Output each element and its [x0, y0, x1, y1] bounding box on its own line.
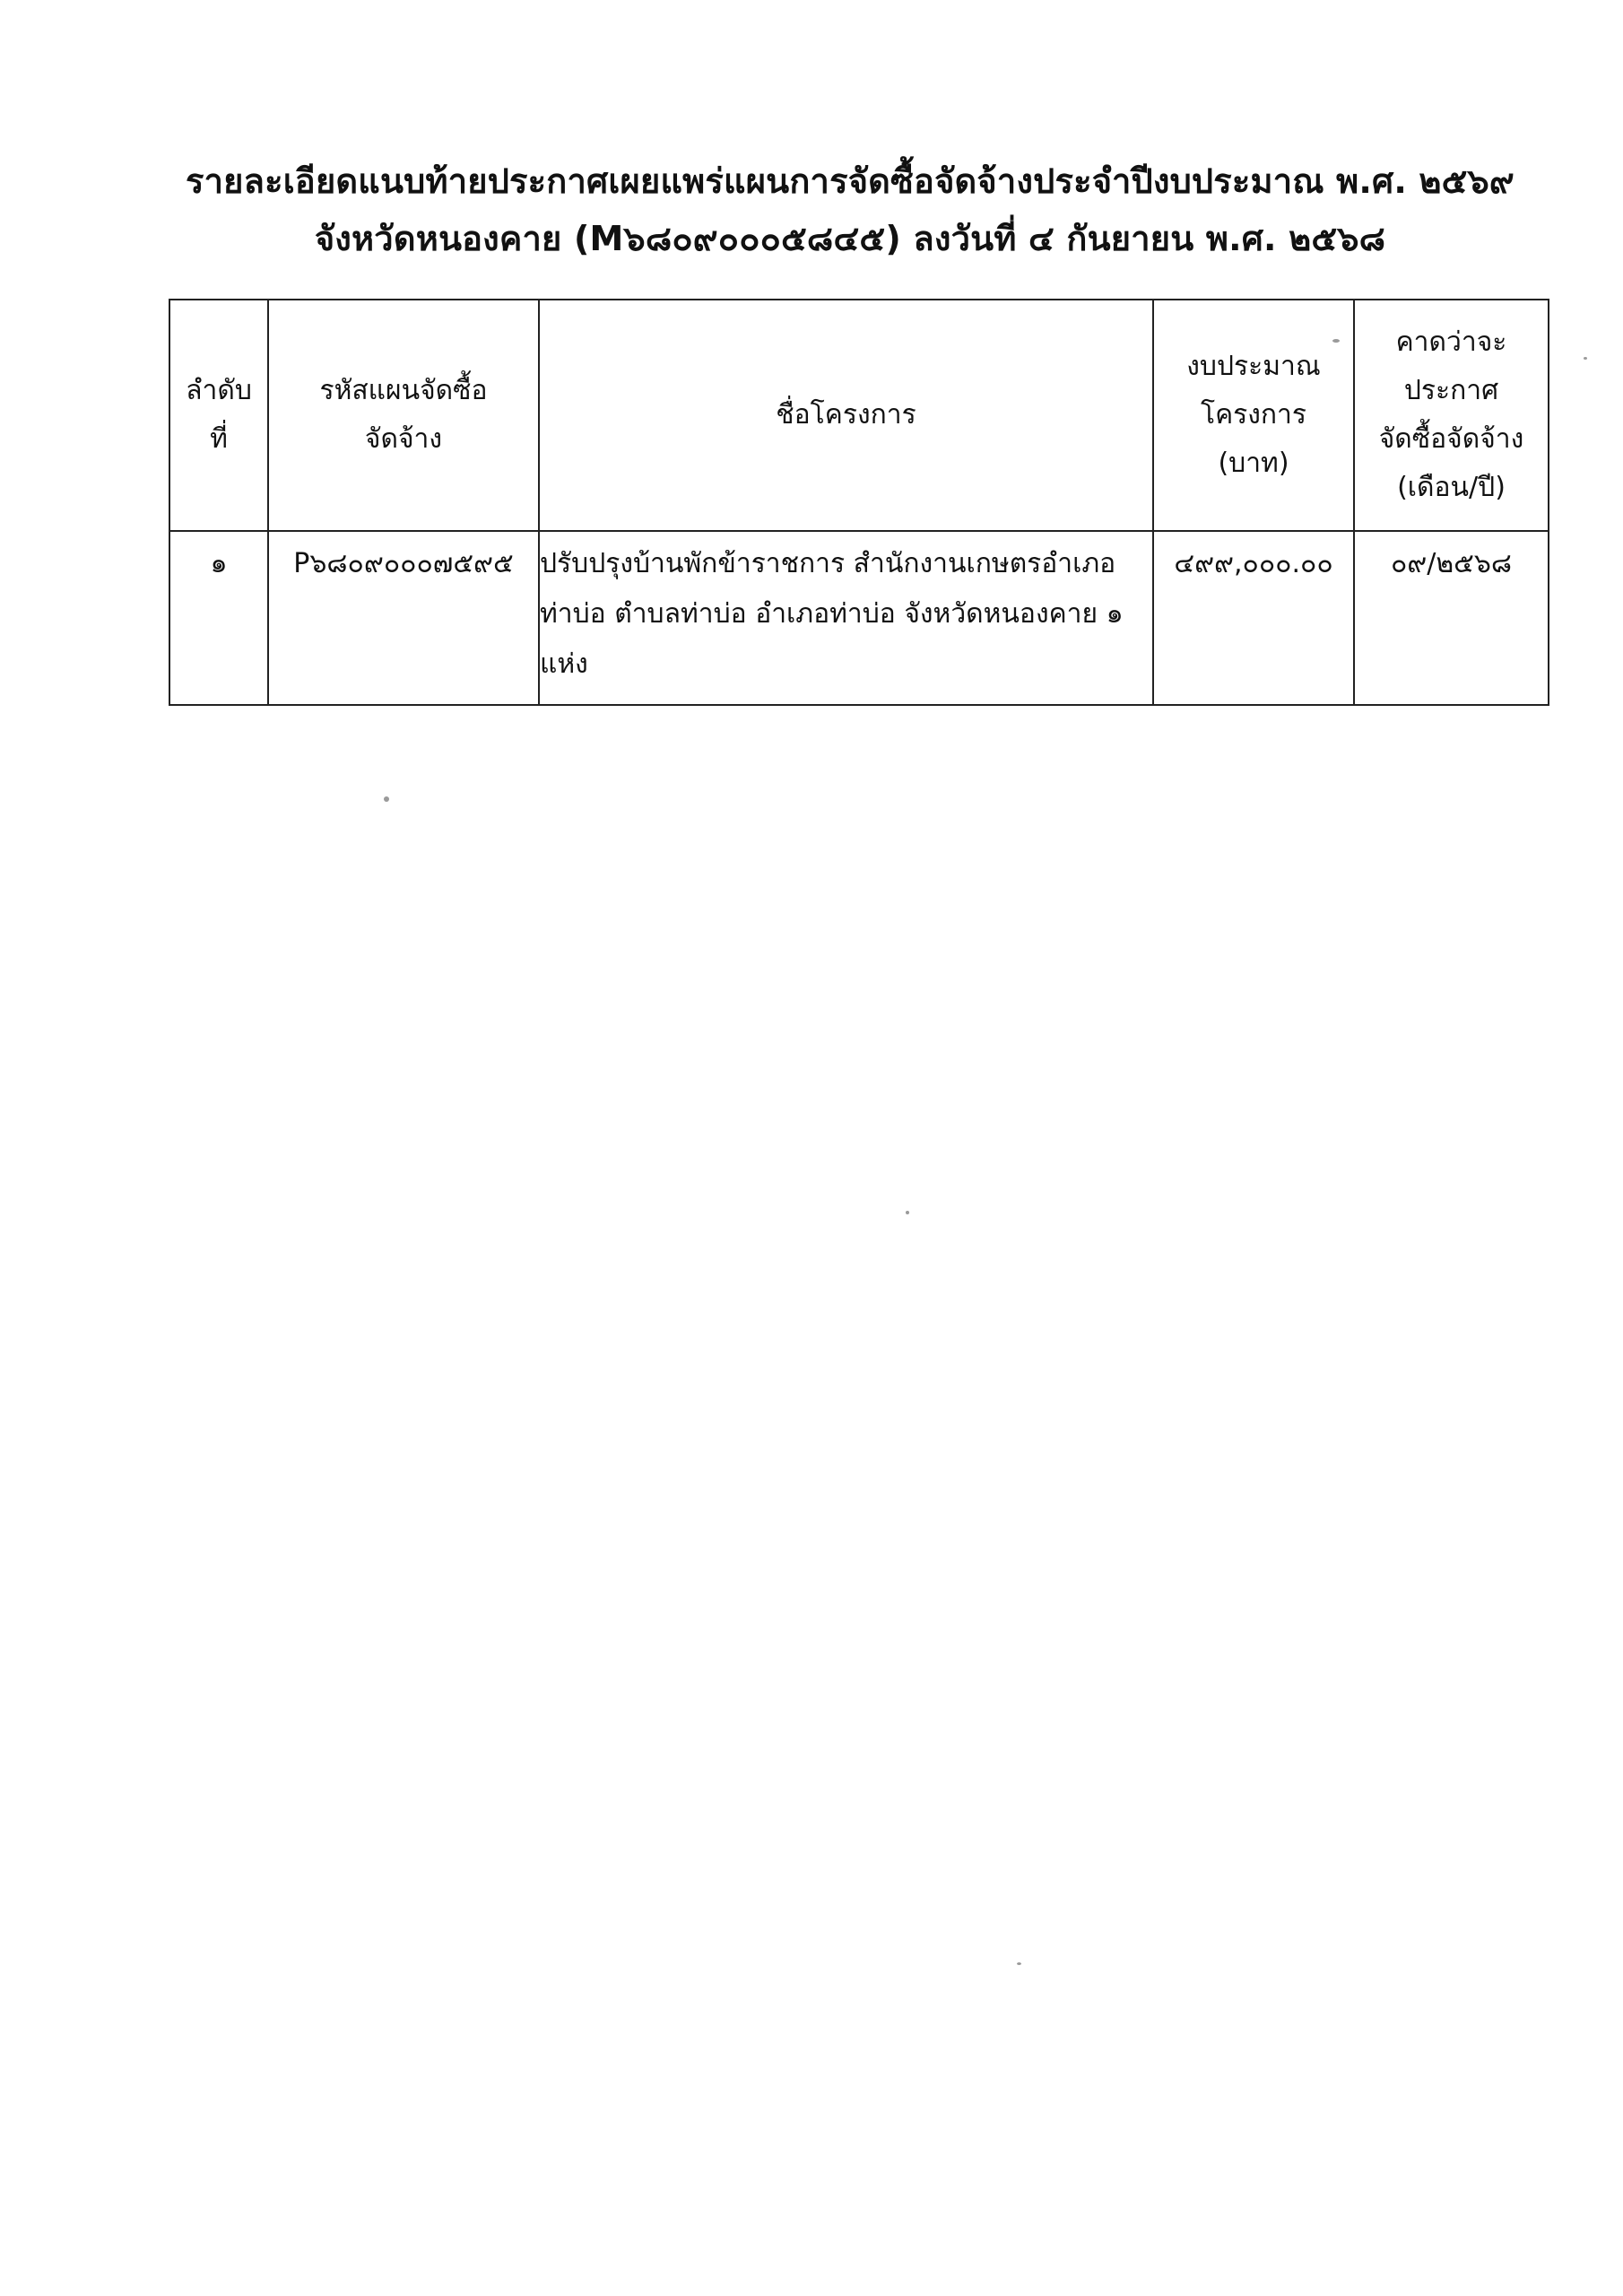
header-project-name: [539, 300, 1153, 531]
scan-speck: [1017, 1962, 1021, 1965]
table-row: [169, 531, 1549, 705]
title-line-2: จังหวัดหนองคาย (M๖๘๐๙๐๐๐๕๘๔๕) ลงวันที่ ๔ กันยายน พ.ศ. ๒๕๖๘: [314, 219, 1386, 258]
header-expected-month: [1354, 300, 1549, 531]
row-budget: [1153, 531, 1354, 705]
row-number: [169, 531, 268, 705]
table-header-row: [169, 300, 1549, 531]
header-expected-month-label: คาดว่าจะ ประกาศ จัดซื้อจัดจ้าง (เดือน/ปี): [1378, 326, 1524, 503]
procurement-plan-table: [169, 299, 1549, 706]
document-title: [169, 152, 1532, 267]
row-plan-code-text: P๖๘๐๙๐๐๐๗๕๙๕: [293, 548, 514, 579]
row-budget-text: ๔๙๙,๐๐๐.๐๐: [1174, 548, 1333, 579]
header-number-label: ลำดับ ที่: [186, 375, 252, 455]
header-plan-code: [268, 300, 539, 531]
row-project-name-text: ปรับปรุงบ้านพักข้าราชการ สำนักงานเกษตรอำเภอท่าบ่อ ตำบลท่าบ่อ อำเภอท่าบ่อ จังหวัดหนองคาย ๑ แห่ง: [540, 548, 1124, 680]
header-budget-label: งบประมาณ โครงการ (บาท): [1186, 351, 1321, 479]
title-line-1: รายละเอียดแนบท้ายประกาศเผยแพร่แผนการจัดซื้อจัดจ้างประจำปีงบประมาณ พ.ศ. ๒๕๖๙: [186, 161, 1515, 201]
scan-speck: [384, 796, 389, 802]
scan-speck: [1332, 339, 1340, 343]
header-project-name-label: ชื่อโครงการ: [776, 399, 916, 430]
row-number-text: ๑: [210, 548, 228, 579]
header-budget: [1153, 300, 1354, 531]
scan-speck: [906, 1211, 909, 1214]
header-number: [169, 300, 268, 531]
row-plan-code: [268, 531, 539, 705]
header-plan-code-label: รหัสแผนจัดซื้อ จัดจ้าง: [319, 375, 488, 455]
row-expected-month: [1354, 531, 1549, 705]
row-project-name: [539, 531, 1153, 705]
scan-speck: [1584, 357, 1587, 360]
row-expected-month-text: ๐๙/๒๕๖๘: [1390, 548, 1513, 579]
